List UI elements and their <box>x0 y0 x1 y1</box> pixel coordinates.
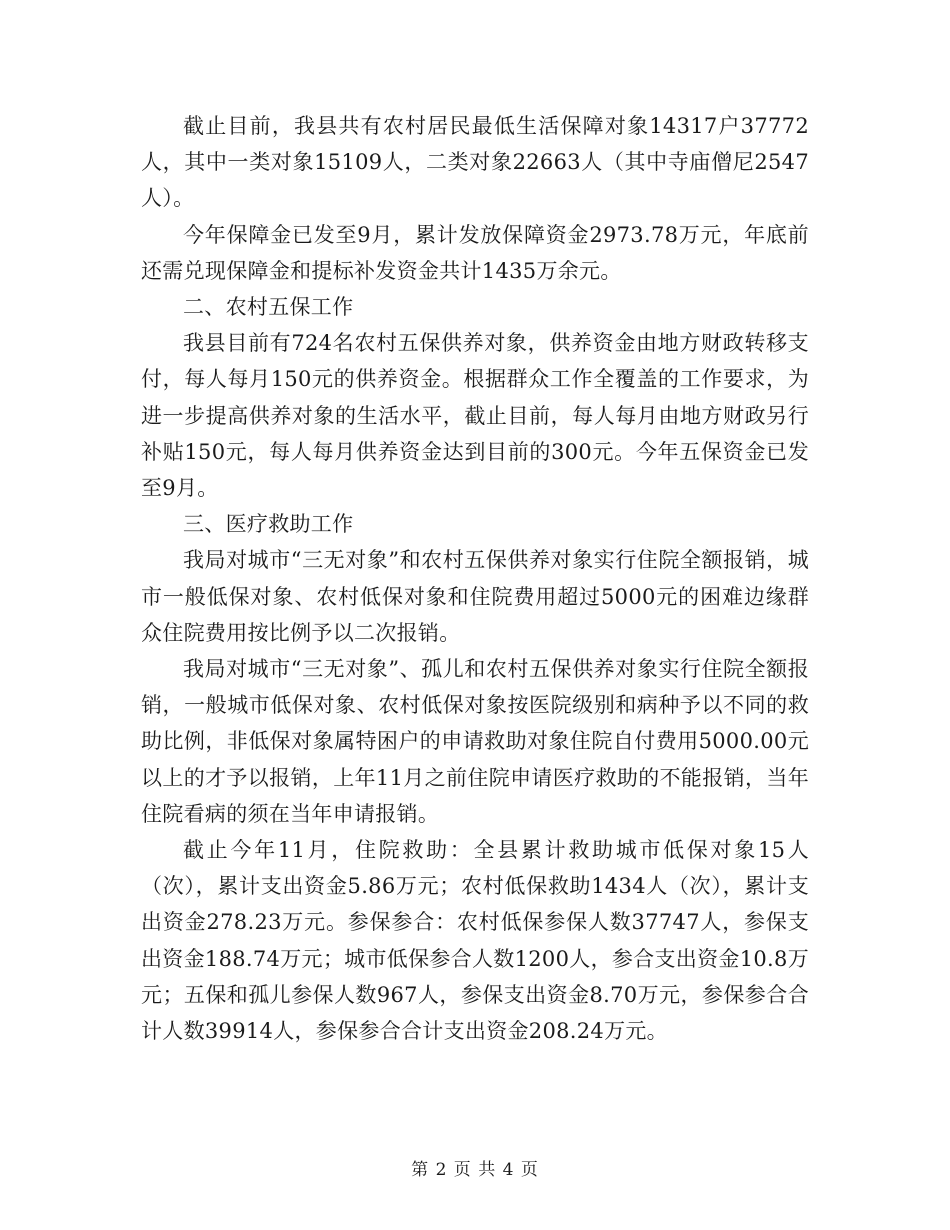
paragraph-dibao-summary: 截止目前，我县共有农村居民最低生活保障对象14317户37772人，其中一类对象15109人，二类对象22663人（其中寺庙僧尼2547人）。 <box>141 114 809 211</box>
paragraph-medical-aid-1: 我局对城市“三无对象”和农村五保供养对象实行住院全额报销，城市一般低保对象、农村低保对象和住院费用超过5000元的困难边缘群众住院费用按比例予以二次报销。 <box>141 548 809 645</box>
document-body <box>141 108 809 1049</box>
page-number-footer: 第 2 页 共 4 页 <box>411 1160 539 1180</box>
paragraph-wubao: 我县目前有724名农村五保供养对象，供养资金由地方财政转移支付，每人每月150元的供养资金。根据群众工作全覆盖的工作要求，为进一步提高供养对象的生活水平，截止目前，每人每月由地方财政另行补贴150元，每人每月供养资金达到目前的300元。今年五保资金已发至9月。 <box>141 331 809 501</box>
paragraph-medical-aid-2: 我局对城市“三无对象”、孤儿和农村五保供养对象实行住院全额报销，一般城市低保对象、农村低保对象按医院级别和病种予以不同的救助比例，非低保对象属特困户的申请救助对象住院自付费用5000.00元以上的才予以报销，上年11月之前住院申请医疗救助的不能报销，当年住院看病的须在当年申请报销。 <box>141 657 809 826</box>
section-heading-wubao: 二、农村五保工作 <box>183 295 354 320</box>
paragraph-dibao-funds: 今年保障金已发至9月，累计发放保障资金2973.78万元，年底前还需兑现保障金和提标补发资金共计1435万余元。 <box>141 222 809 283</box>
section-heading-medical-aid: 三、医疗救助工作 <box>183 512 354 537</box>
paragraph-medical-aid-stats: 截止今年11月，住院救助：全县累计救助城市低保对象15人（次），累计支出资金5.86万元；农村低保救助1434人（次），累计支出资金278.23万元。参保参合：农村低保参保人数37747人，参保支出资金188.74万元；城市低保参合人数1200人，参合支出资金10.8万元；五保和孤儿参保人数967人，参保支出资金8.70万元，参保参合合计人数39914人，参保参合合计支出资金208.24万元。 <box>141 838 809 1044</box>
